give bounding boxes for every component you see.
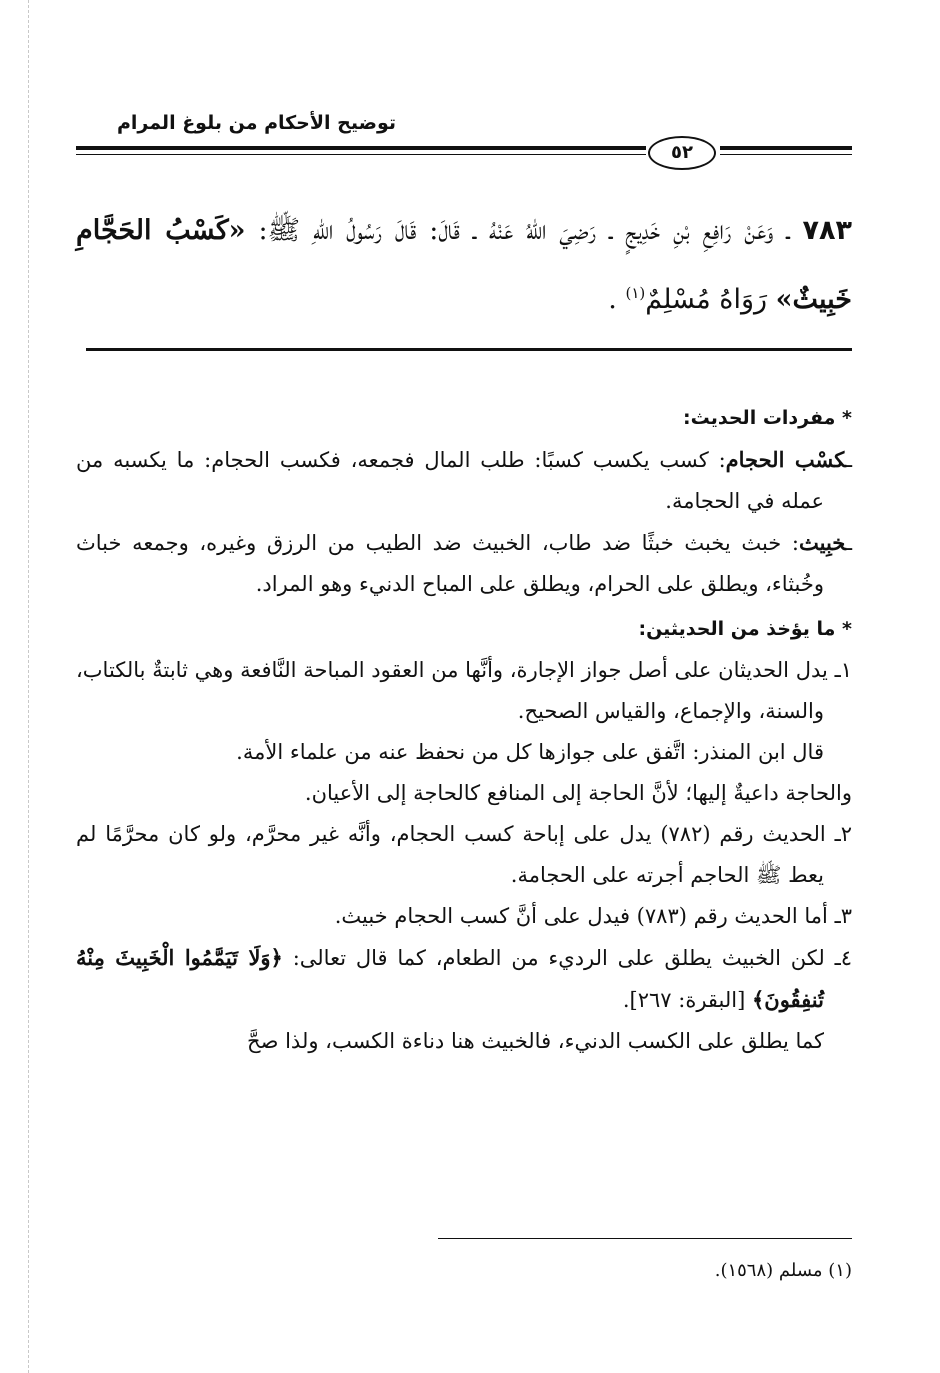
footnote-text: مسلم (١٥٦٨). — [714, 1260, 823, 1281]
footnote-number: (١) — [828, 1260, 852, 1281]
lesson-continuation — [76, 773, 852, 814]
footnote — [438, 1256, 852, 1286]
hadith-dash: ـ — [786, 215, 790, 246]
lesson-point — [76, 937, 852, 1021]
lesson-number: ٤ـ — [834, 946, 852, 970]
lesson-text: أما الحديث رقم (٧٨٣) فيدل على أنَّ كسب الحجام خبيث. — [334, 904, 828, 928]
binding-edge-line — [28, 0, 29, 1373]
lesson-point — [76, 814, 852, 896]
lesson-text: كما يطلق على الكسب الدنيء، فالخبيث هنا دناءة الكسب، ولذا صحَّ — [247, 1029, 824, 1053]
running-header-title: توضيح الأحكام من بلوغ المرام — [116, 112, 396, 134]
vocabulary-dash: ـ — [845, 531, 852, 555]
quran-reference: [البقرة: ٢٦٧]. — [622, 988, 746, 1012]
lesson-point — [76, 650, 852, 732]
lesson-number: ٣ـ — [834, 904, 852, 928]
hadith-narrator: وَعَنْ رَافِعِ بْنِ خَدِيجٍ ـ رَضِيَ اللهُ عَنْهُ ـ قَالَ: قَالَ رَسُولُ اللهِ ﷺ: — [258, 215, 774, 246]
footnote-separator-rule — [438, 1238, 852, 1239]
commentary-body — [76, 398, 852, 1062]
header-rule-right-thin — [720, 154, 852, 155]
lesson-number: ١ـ — [834, 658, 852, 682]
hadith-end: . — [608, 284, 617, 315]
vocabulary-heading: * مفردات الحديث: — [683, 407, 852, 429]
hadith-separator-rule — [86, 348, 852, 351]
header-rule-left — [76, 146, 646, 150]
vocabulary-item — [76, 522, 852, 605]
lesson-text: والحاجة داعيةٌ إليها؛ لأنَّ الحاجة إلى المنافع كالحاجة إلى الأعيان. — [304, 781, 852, 805]
hadith-number: ٧٨٣ — [802, 215, 852, 246]
vocabulary-item — [76, 439, 852, 522]
lesson-continuation — [76, 1021, 852, 1062]
lesson-text: لكن الخبيث يطلق على الرديء من الطعام، كما قال تعالى: — [292, 946, 825, 970]
lesson-text: يدل الحديثان على أصل جواز الإجارة، وأنَّها من العقود المباحة النَّافعة وهي ثابتةٌ بالكتاب، والسنة، والإجماع، والقياس الصحيح. — [76, 658, 828, 723]
hadith-footnote-ref: (١) — [625, 284, 646, 302]
vocabulary-definition: : كسب يكسب كسبًا: طلب المال فجمعه، فكسب الحجام: ما يكسبه من عمله في الحجامة. — [76, 448, 824, 513]
lesson-number: ٢ـ — [834, 822, 852, 846]
lessons-heading: * ما يؤخذ من الحديثين: — [638, 618, 852, 640]
lesson-continuation — [76, 732, 852, 773]
vocabulary-definition: : خبث يخبث خبثًا ضد طاب، الخبيث ضد الطيب من الرزق وغيره، وجمعه خباث وخُبثاء، ويطلق على الحرام، ويطلق على المباح الدنيء وهو المراد. — [76, 531, 824, 596]
vocabulary-dash: ـ — [845, 448, 852, 472]
header-rule-left-thin — [76, 154, 646, 155]
lesson-text: قال ابن المنذر: اتَّفق على جوازها كل من نحفظ عنه من علماء الأمة. — [236, 740, 824, 764]
lesson-point — [76, 896, 852, 937]
hadith-source: رَوَاهُ مُسْلِمٌ — [645, 284, 768, 315]
header-rule-right — [720, 146, 852, 150]
vocabulary-term: كسْب الحجام — [725, 447, 846, 472]
quran-verse: ﴿وَلَا تَيَمَّمُوا الْخَبِيثَ مِنْهُ تُنفِقُونَ﴾ — [76, 945, 824, 1012]
page-number: ٥٢ — [648, 136, 716, 170]
lesson-text: الحديث رقم (٧٨٢) يدل على إباحة كسب الحجام، وأنَّه غير محرَّم، ولو كان محرَّمًا لم يعط ﷺ الحاجم أجرته على الحجامة. — [76, 822, 826, 887]
hadith-matn: «كَسْبُ الحَجَّامِ خَبِيثٌ» — [76, 215, 852, 315]
hadith-text — [76, 200, 852, 331]
vocabulary-term: خبِيث — [798, 530, 846, 555]
